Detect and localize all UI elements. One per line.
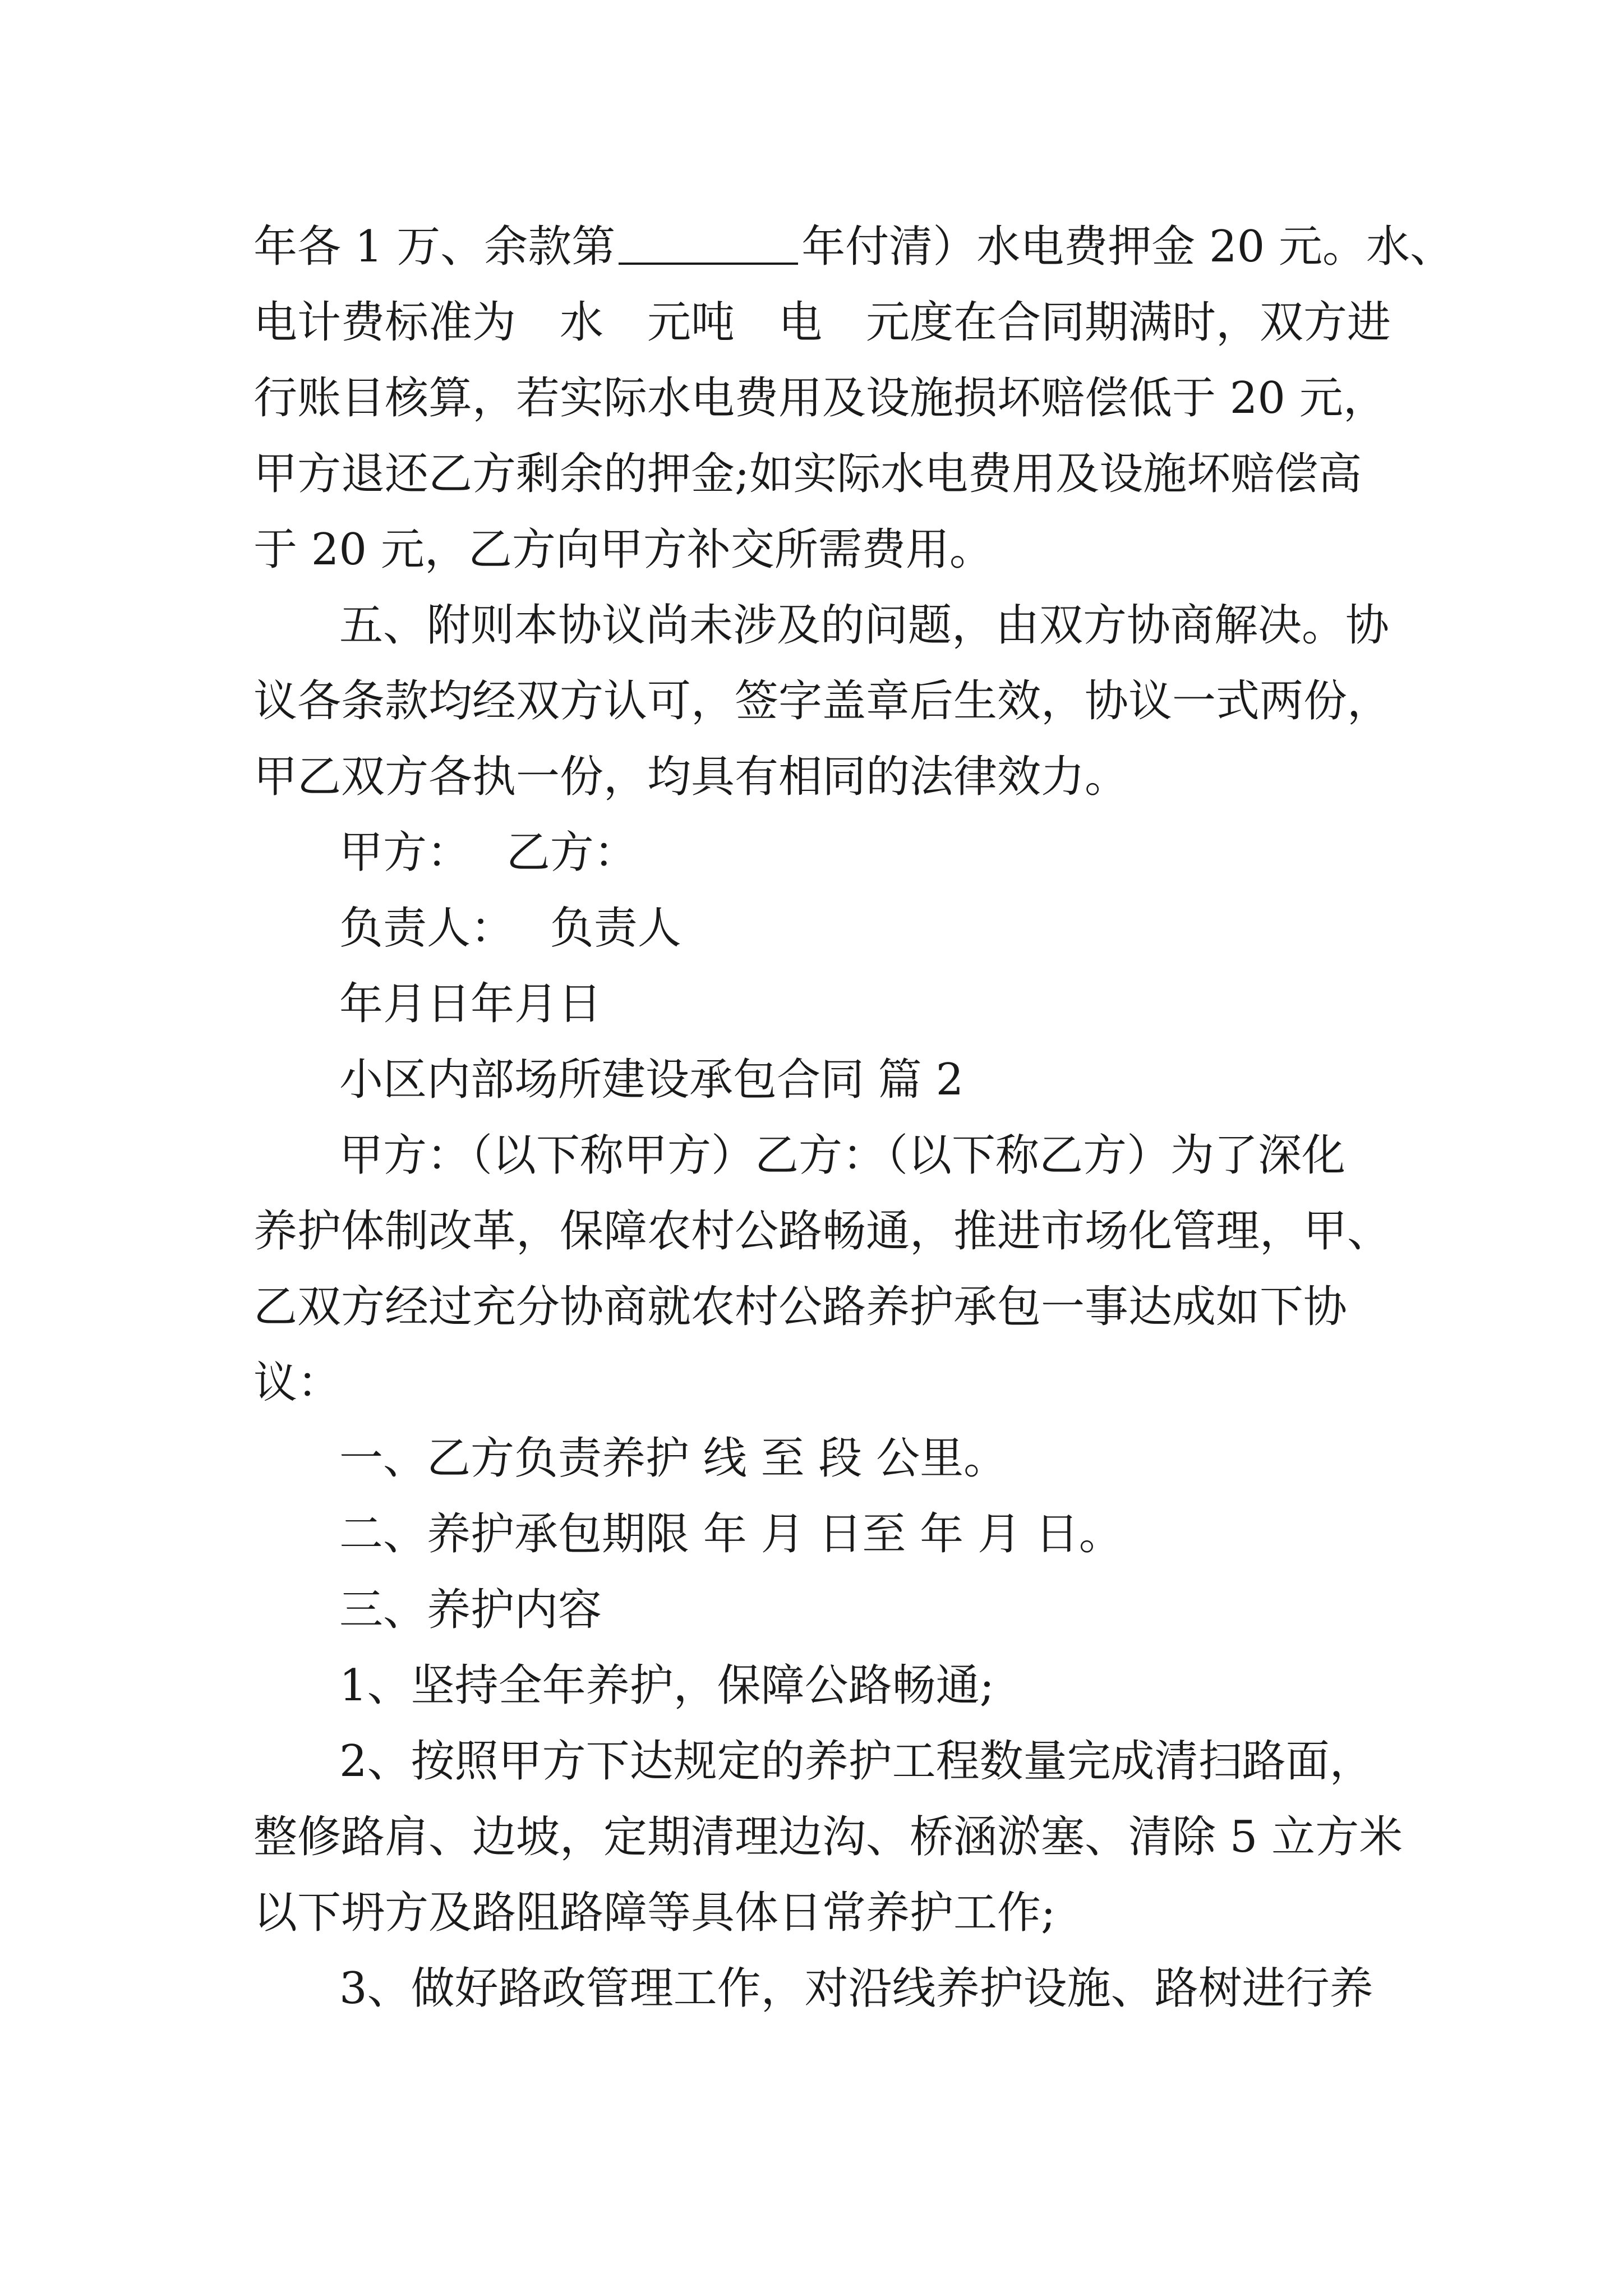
text-line: 以下坍方及路阻路障等具体日常养护工作; bbox=[253, 1888, 1056, 1938]
text-line: 议： bbox=[253, 1358, 342, 1408]
clause-item: 二、养护承包期限 年 月 日至 年 月 日。 bbox=[339, 1509, 1123, 1559]
signature-parties: 甲方： 乙方： bbox=[339, 827, 638, 878]
text-line: 甲方退还乙方剩余的押金;如实际水电费用及设施坏赔偿高 bbox=[253, 449, 1362, 499]
clause-subitem: 1、坚持全年养护，保障公路畅通; bbox=[339, 1660, 994, 1711]
paragraph-start: 甲方：（以下称甲方）乙方：（以下称乙方）为了深化 bbox=[339, 1130, 1346, 1181]
clause-item: 一、乙方负责养护 线 至 段 公里。 bbox=[339, 1433, 1008, 1484]
clause-item: 三、养护内容 bbox=[339, 1585, 602, 1635]
signature-responsible: 负责人： 负责人 bbox=[339, 903, 681, 954]
text-line: 乙双方经过充分协商就农村公路养护承包一事达成如下协 bbox=[253, 1282, 1348, 1332]
text-line: 整修路肩、边坡，定期清理边沟、桥涵淤塞、清除 5 立方米 bbox=[253, 1812, 1403, 1862]
section-title: 小区内部场所建设承包合同 篇 2 bbox=[339, 1055, 964, 1105]
text-line: 议各条款均经双方认可，签字盖章后生效，协议一式两份， bbox=[253, 676, 1391, 726]
paragraph-start: 五、附则本协议尚未涉及的问题，由双方协商解决。协 bbox=[339, 600, 1390, 651]
text-segment: 年付清）水电费押金 20 元。水、 bbox=[801, 222, 1454, 272]
clause-subitem: 2、按照甲方下达规定的养护工程数量完成清扫路面， bbox=[339, 1736, 1373, 1787]
text-line: 电计费标准为 水 元吨 电 元度在合同期满时，双方进 bbox=[253, 297, 1391, 348]
clause-subitem: 3、做好路政管理工作，对沿线养护设施、路树进行养 bbox=[339, 1963, 1373, 2014]
text-segment: 年各 1 万、余款第 bbox=[253, 222, 616, 272]
text-line: 甲乙双方各执一份，均具有相同的法律效力。 bbox=[253, 752, 1129, 802]
text-line: 于 20 元，乙方向甲方补交所需费用。 bbox=[253, 524, 993, 575]
text-line: 养护体制改革，保障农村公路畅通，推进市场化管理，甲、 bbox=[253, 1206, 1391, 1257]
text-line: 行账目核算，若实际水电费用及设施损坏赔偿低于 20 元， bbox=[253, 373, 1387, 424]
signature-dates: 年月日年月日 bbox=[339, 979, 602, 1029]
text-line bbox=[253, 219, 1454, 275]
fill-in-blank bbox=[619, 223, 798, 265]
